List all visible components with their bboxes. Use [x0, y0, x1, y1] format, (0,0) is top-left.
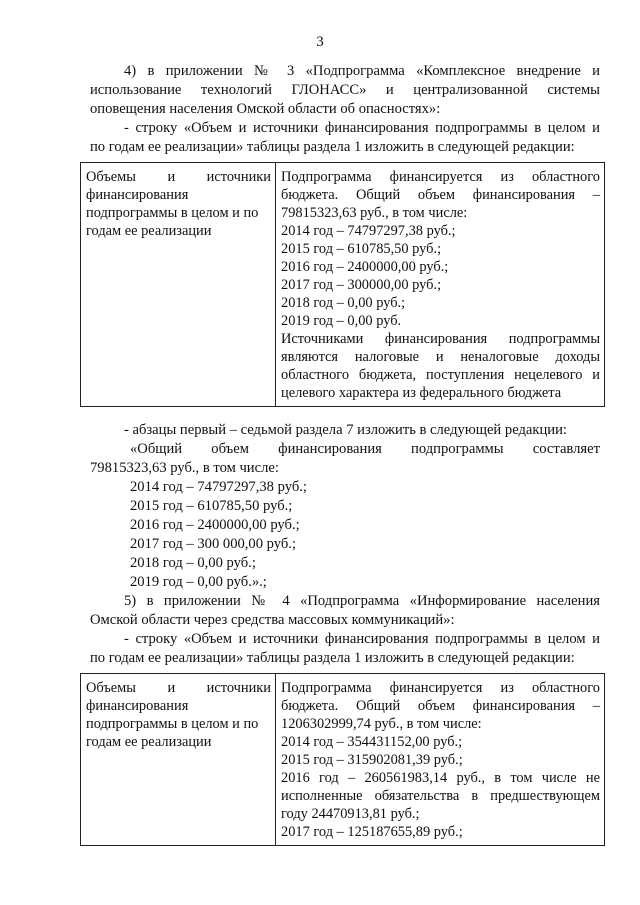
- table-label-line: Объемы и источники: [86, 680, 271, 696]
- table-value-line: 2017 год – 125187655,89 руб.;: [281, 824, 463, 840]
- section4-line-4: - строку «Объем и источники финансирования подпрограммы в целом и: [124, 120, 600, 136]
- section7-line-2: «Общий объем финансирования подпрограммы составляет: [130, 441, 600, 457]
- table-value-line: 1206302999,74 руб., в том числе:: [281, 716, 482, 732]
- table-value-line: целевого характера из федерального бюджета: [281, 385, 562, 401]
- table-value-line: 2014 год – 354431152,00 руб.;: [281, 734, 463, 750]
- table-value-line: бюджета. Общий объем финансирования –: [281, 698, 600, 714]
- section7-line-5: 2015 год – 610785,50 руб.;: [130, 498, 293, 514]
- table-label-line: подпрограммы в целом и по: [86, 205, 259, 221]
- table-label-cell: [81, 163, 276, 407]
- table-row: [81, 163, 605, 407]
- section7-line-3: 79815323,63 руб., в том числе:: [90, 460, 279, 476]
- table-value-line: 2018 год – 0,00 руб.;: [281, 295, 406, 311]
- table-value-line: являются налоговые и неналоговые доходы: [281, 349, 600, 365]
- table-value-line: 2019 год – 0,00 руб.: [281, 313, 402, 329]
- table-label-line: финансирования: [86, 187, 189, 203]
- section5-line-4: по годам ее реализации» таблицы раздела 1 изложить в следующей редакции:: [90, 650, 575, 666]
- section4-line-1: 4) в приложении № 3 «Подпрограмма «Комплексное внедрение и: [124, 63, 600, 79]
- table-value-line: 2015 год – 315902081,39 руб.;: [281, 752, 463, 768]
- section4-line-3: оповещения населения Омской области об опасностях»:: [90, 101, 441, 117]
- table-value-line: 2015 год – 610785,50 руб.;: [281, 241, 442, 257]
- table-value-line: бюджета. Общий объем финансирования –: [281, 187, 600, 203]
- section4-line-5: по годам ее реализации» таблицы раздела 1 изложить в следующей редакции:: [90, 139, 575, 155]
- section7-line-4: 2014 год – 74797297,38 руб.;: [130, 479, 307, 495]
- section7-line-8: 2018 год – 0,00 руб.;: [130, 555, 256, 571]
- section4-line-2: использование технологий ГЛОНАСС» и централизованной системы: [90, 82, 600, 98]
- table-label-line: Объемы и источники: [86, 169, 271, 185]
- section7-line-7: 2017 год – 300 000,00 руб.;: [130, 536, 297, 552]
- table-value-line: Источниками финансирования подпрограммы: [281, 331, 600, 347]
- section7-line-1: - абзацы первый – седьмой раздела 7 изложить в следующей редакции:: [124, 422, 567, 438]
- table-value-line: исполненные обязательства в предшествующем: [281, 788, 600, 804]
- table-label-line: годам ее реализации: [86, 223, 212, 239]
- table-label-cell: [81, 674, 276, 846]
- section7-line-6: 2016 год – 2400000,00 руб.;: [130, 517, 300, 533]
- section5-line-1: 5) в приложении № 4 «Подпрограмма «Информирование населения: [124, 593, 600, 609]
- financing-table-2: [80, 673, 605, 846]
- table-label-line: годам ее реализации: [86, 734, 212, 750]
- table-value-line: 2016 год – 2400000,00 руб.;: [281, 259, 449, 275]
- table-value-line: 2017 год – 300000,00 руб.;: [281, 277, 442, 293]
- table-value-line: областного бюджета, поступления нецелевого и: [281, 367, 600, 383]
- table-value-cell: [276, 163, 605, 407]
- table-label-line: финансирования: [86, 698, 189, 714]
- table-value-line: Подпрограмма финансируется из областного: [281, 680, 600, 696]
- table-value-line: 2014 год – 74797297,38 руб.;: [281, 223, 456, 239]
- section7-line-9: 2019 год – 0,00 руб.».;: [130, 574, 267, 590]
- financing-table-1: [80, 162, 605, 407]
- section5-line-3: - строку «Объем и источники финансирования подпрограммы в целом и: [124, 631, 600, 647]
- page-number: 3: [316, 34, 324, 50]
- table-value-line: 79815323,63 руб., в том числе:: [281, 205, 468, 221]
- table-row: [81, 674, 605, 846]
- table-label-line: подпрограммы в целом и по: [86, 716, 259, 732]
- table-value-line: Подпрограмма финансируется из областного: [281, 169, 600, 185]
- table-value-line: году 24470913,81 руб.;: [281, 806, 420, 822]
- table-value-cell: [276, 674, 605, 846]
- section5-line-2: Омской области через средства массовых коммуникаций»:: [90, 612, 455, 628]
- table-value-line: 2016 год – 260561983,14 руб., в том числе не: [281, 770, 600, 786]
